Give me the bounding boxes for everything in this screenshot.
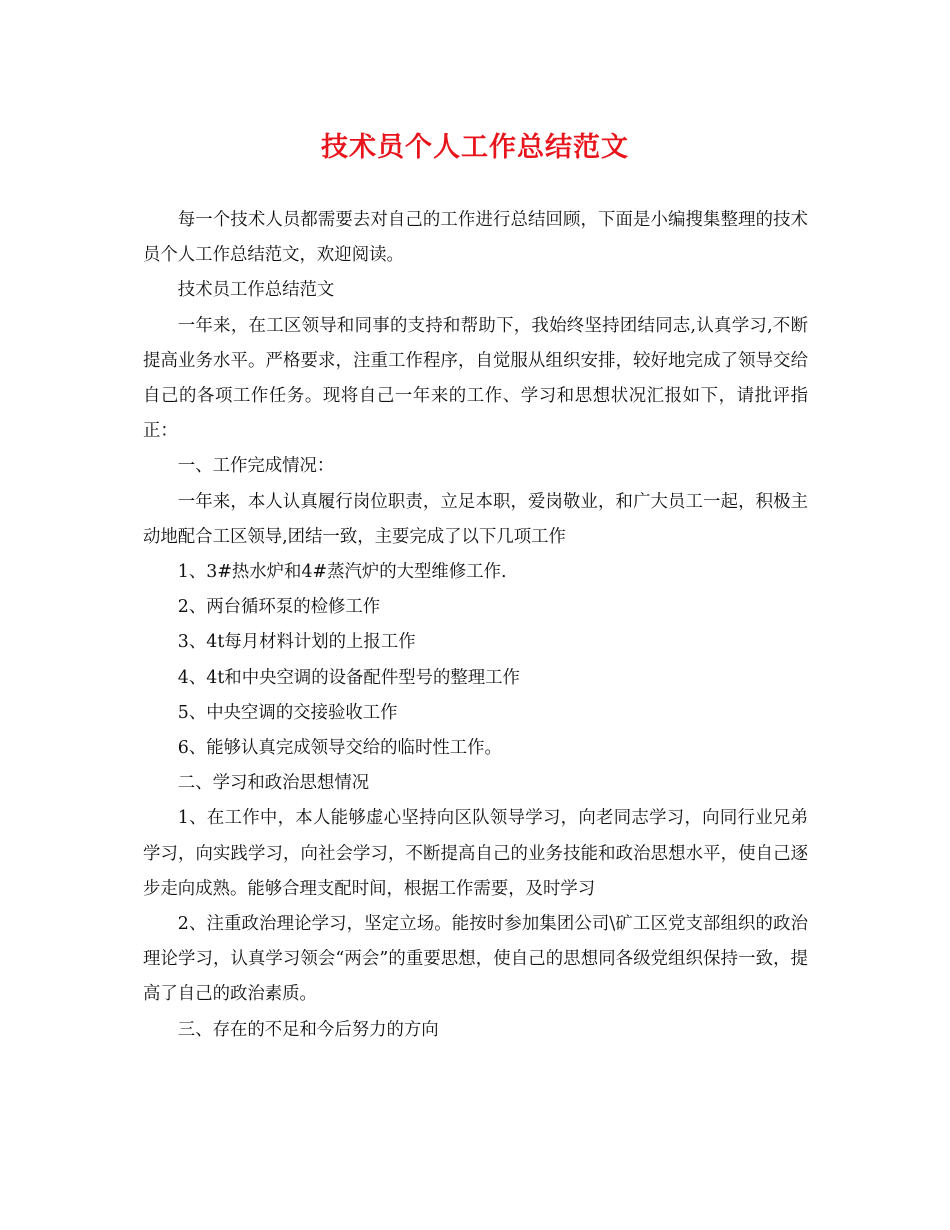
section-heading: 二、学习和政治思想情况 xyxy=(177,773,370,794)
document-body xyxy=(143,203,808,1048)
paragraph: 1、在工作中，本人能够虚心坚持向区队领导学习，向老同志学习，向同行业兄弟学习，向实践学习，向社会学习，不断提高自己的业务技能和政治思想水平，使自己逐步走向成熟。能够合理支配时间，根据工作需要，及时学习 xyxy=(143,808,808,899)
section-heading: 三、存在的不足和今后努力的方向 xyxy=(177,1019,439,1040)
list-item: 3、4t每月材料计划的上报工作 xyxy=(177,632,416,653)
document-title: 技术员个人工作总结范文 xyxy=(321,132,629,163)
section-heading: 一、工作完成情况： xyxy=(177,456,335,477)
paragraph: 一年来，本人认真履行岗位职责，立足本职，爱岗敬业，和广大员工一起，积极主动地配合工区领导,团结一致，主要完成了以下几项工作 xyxy=(143,491,808,547)
paragraph: 技术员工作总结范文 xyxy=(177,280,335,301)
list-item: 2、两台循环泵的检修工作 xyxy=(177,597,381,618)
list-item: 1、3#热水炉和4#蒸汽炉的大型维修工作. xyxy=(177,562,507,583)
paragraph: 2、注重政治理论学习，坚定立场。能按时参加集团公司\矿工区党支部组织的政治理论学习，认真学习领会“两会”的重要思想，使自己的思想同各级党组织保持一致，提高了自己的政治素质。 xyxy=(143,914,808,1005)
list-item: 4、4t和中央空调的设备配件型号的整理工作 xyxy=(177,667,520,688)
paragraph: 每一个技术人员都需要去对自己的工作进行总结回顾，下面是小编搜集整理的技术员个人工作总结范文，欢迎阅读。 xyxy=(143,210,808,266)
list-item: 6、能够认真完成领导交给的临时性工作。 xyxy=(177,738,502,759)
paragraph: 一年来，在工区领导和同事的支持和帮助下，我始终坚持团结同志,认真学习,不断提高业务水平。严格要求，注重工作程序，自觉服从组织安排，较好地完成了领导交给自己的各项工作任务。现将自己一年来的工作、学习和思想状况汇报如下，请批评指正： xyxy=(143,315,808,442)
list-item: 5、中央空调的交接验收工作 xyxy=(177,702,398,723)
